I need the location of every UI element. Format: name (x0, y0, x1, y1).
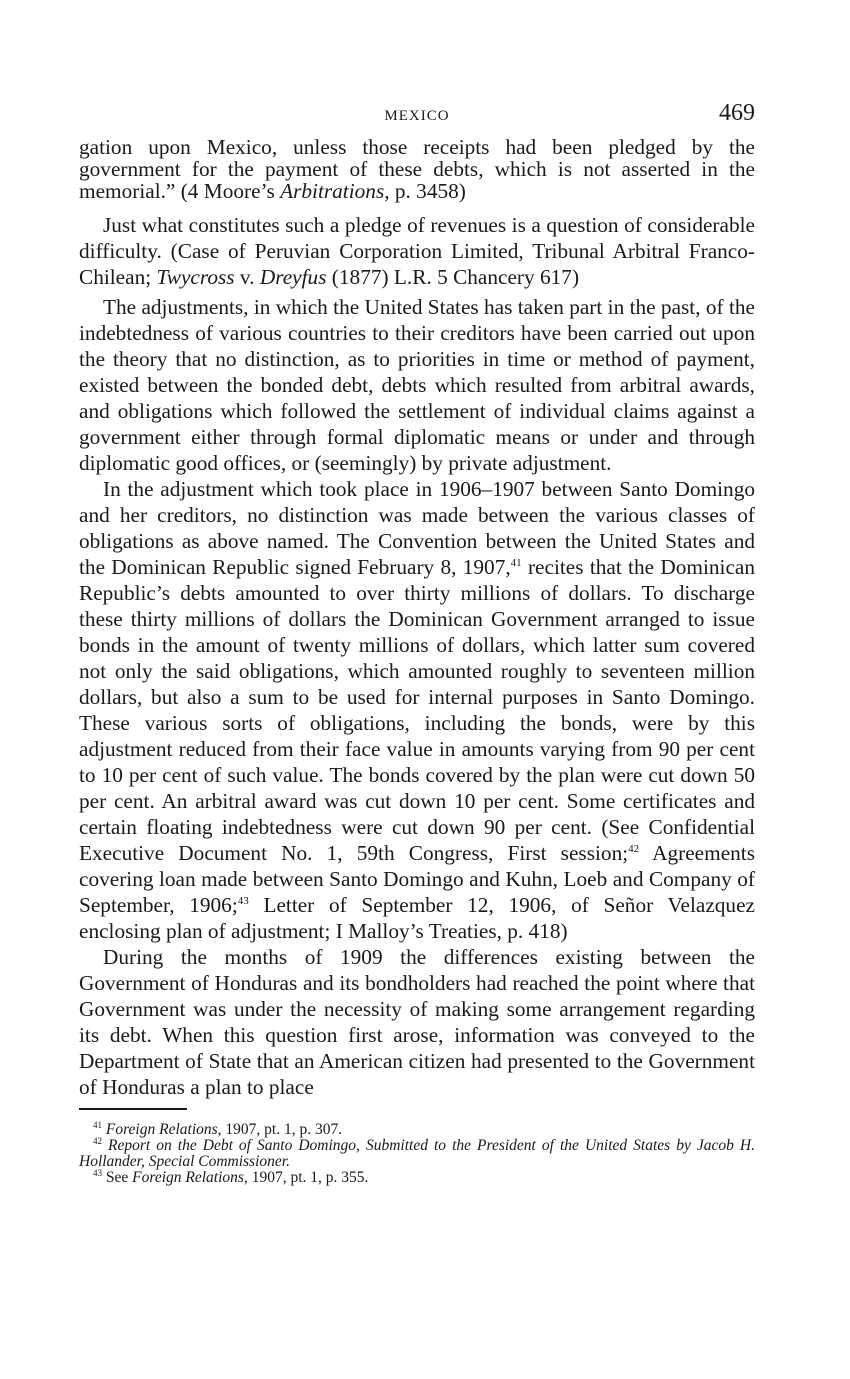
page-header (79, 100, 755, 136)
paragraph-adjustments: The adjustments, in which the United States has taken part in the past, of the indebtedness of various countries to their creditors have been carried out upon the theory that no distinction, as to priorities in time or method of payment, existed between the bonded debt, debts which resulted from arbitral awards, and obligations which followed the settlement of individual claims against a government either through formal diplomatic means or under and through diplomatic good offices, or (seemingly) by private adjustment. (79, 295, 755, 475)
footnote-mark: 41 (93, 1120, 102, 1130)
footnote-text: 1907, pt. 1, p. 355. (247, 1169, 369, 1186)
text-run: Letter of September 12, 1906, of Señor Velazquez enclosing plan of adjustment; I Malloy’s Treaties, p. 418) (79, 893, 755, 943)
text-run: (1877) L.R. 5 Chancery 617) (326, 265, 580, 289)
footnotes (79, 1122, 755, 1186)
running-title: MEXICO (384, 108, 450, 124)
paragraph-continuation (79, 136, 755, 202)
paragraph-pledge (79, 212, 755, 290)
text-run: v. (234, 265, 260, 289)
book-page (79, 100, 755, 1186)
footnote-rule (79, 1108, 187, 1110)
text-run: gation upon Mexico, unless those receipts had been pledged by the government for the payment of these debts, which is not asserted in the memorial.” (4 Moore’s (79, 135, 755, 203)
footnote-text: See (105, 1169, 133, 1186)
paragraph-santo-domingo (79, 476, 755, 944)
footnote (79, 1138, 755, 1170)
footnote-mark: 43 (93, 1168, 102, 1178)
italic-case-name: Dreyfus (259, 265, 327, 289)
footnote-italic: Foreign Relations, (132, 1169, 248, 1186)
text-run: recites that the Dominican Republic’s debts amounted to over thirty millions of dollars. To discharge these thirty millions of dollars the Dominican Government arranged to issue bonds in the amount of twenty millions of dollars, which latter sum covered not only the said obligations, which amounted roughly to seventeen million dollars, but also a sum to be used for internal purposes in Santo Domingo. These various sorts of obligations, including the bonds, were by this adjustment reduced from their face value in amounts varying from 90 per cent to 10 per cent of such value. The bonds covered by the plan were cut down 50 per cent. An arbitral award was cut down 10 per cent. Some certificates and certain floating indebtedness were cut down 90 per cent. (See Confidential Executive Document No. 1, 59th Congress, First session; (79, 555, 755, 865)
footnote-italic: Foreign Relations, (105, 1121, 222, 1138)
footnote-text: 1907, pt. 1, p. 307. (221, 1121, 343, 1138)
footnote (79, 1122, 755, 1138)
text-run: , p. 3458) (384, 179, 466, 203)
italic-case-name: Twycross (156, 265, 235, 289)
italic-citation: Arbitrations (280, 179, 385, 203)
text-run: Agreements covering loan made between Santo Domingo and Kuhn, Loeb and Company of September, 1906; (79, 841, 756, 917)
footnote-mark: 42 (93, 1136, 102, 1146)
footnote (79, 1170, 755, 1186)
footnote-ref: 42 (628, 843, 640, 855)
paragraph-honduras: During the months of 1909 the differences existing between the Government of Honduras and its bondholders had reached the point where that Government was under the necessity of making some arrangement regarding its debt. When this question first arose, information was conveyed to the Department of State that an American citizen had presented to the Government of Honduras a plan to place (79, 945, 755, 1099)
page-number: 469 (719, 100, 755, 126)
text-run: In the adjustment which took place in 1906–1907 between Santo Domingo and her creditors, no distinction was made between the various classes of obligations as above named. The Convention between the United States and the Dominican Republic signed February 8, 1907, (79, 477, 755, 579)
body-text (79, 136, 755, 1100)
text-run: Just what constitutes such a pledge of revenues is a question of considerable difficulty. (Case of Peruvian Corporation Limited, Tribunal Arbitral Franco-Chilean; (79, 213, 755, 289)
footnote-ref: 41 (510, 557, 522, 569)
footnote-ref: 43 (237, 895, 249, 907)
footnote-italic: Report on the Debt of Santo Domingo, Submitted to the President of the United States by Jacob H. Hollander, Special Commissioner. (79, 1137, 756, 1170)
